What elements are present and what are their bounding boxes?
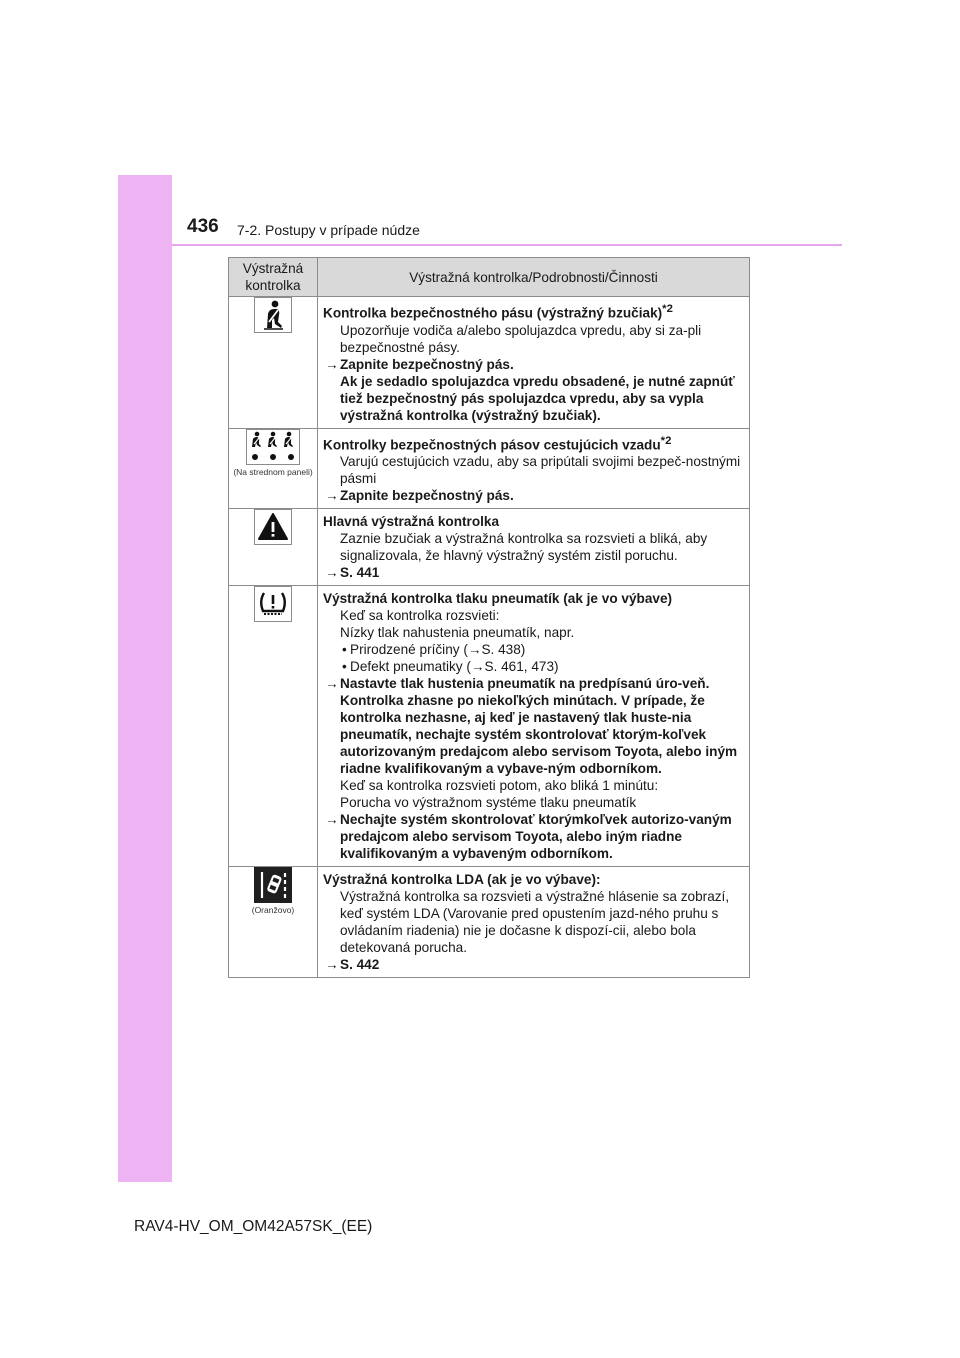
table-row xyxy=(229,428,750,509)
row-description: Výstražná kontrolka sa rozsvieti a výstražné hlásenie sa zobrazí, keď systém LDA (Varovanie pred opustením jazd-ného pruhu s ovládaním riadenia) nie je dočasne k dispozí-cii, alebo bola detekovaná porucha. xyxy=(340,889,730,956)
row-action: Zapnite bezpečnostný pás. xyxy=(340,488,514,504)
lit-label: Keď sa kontrolka rozsvieti: xyxy=(340,608,500,624)
blink-label: Keď sa kontrolka rozsvieti potom, ako bliká 1 minútu: xyxy=(340,778,659,794)
master-warning-icon xyxy=(254,509,292,545)
table-row xyxy=(229,297,750,429)
header-rule xyxy=(172,244,842,246)
table-row xyxy=(229,509,750,586)
tire-pressure-warning-icon xyxy=(254,586,292,622)
bullet-item: • Prirodzené príčiny (→S. 438) xyxy=(323,641,745,658)
document-code: RAV4-HV_OM_OM42A57SK_(EE) xyxy=(134,1218,373,1235)
row-description: Varujú cestujúcich vzadu, aby sa pripútali svojimi bezpeč-nostnými pásmi xyxy=(340,454,741,487)
blink-description: Porucha vo výstražnom systéme tlaku pneumatík xyxy=(340,795,637,811)
row-action: S. 441 xyxy=(340,565,380,581)
row-action: Nastavte tlak hustenia pneumatík na predpísanú úro-veň. xyxy=(340,676,710,692)
row-description: Upozorňuje vodiča a/alebo spolujazdca vpredu, aby si za-pli bezpečnostné pásy. xyxy=(340,322,702,355)
warning-lights-table xyxy=(228,257,750,978)
row-description: Zaznie bzučiak a výstražná kontrolka sa rozsvieti a bliká, aby signalizovala, že hlavný výstražný systém zistil poruchu. xyxy=(340,531,708,564)
icon-note: (Na strednom paneli) xyxy=(233,466,313,477)
row-title: Kontrolka bezpečnostného pásu (výstražný bzučiak) xyxy=(323,305,663,321)
icon-cell xyxy=(229,586,318,867)
table-row xyxy=(229,867,750,978)
row-action: Nechajte systém skontrolovať ktorýmkoľvek autorizo-vaným predajcom alebo servisom Toyota, alebo iným riadne kvalifikovaným a vybaveným odborníkom. xyxy=(340,812,732,862)
footnote-mark: *2 xyxy=(660,434,672,447)
row-action-detail: Ak je sedadlo spolujazdca vpredu obsadené, je nutné zapnúť tiež bezpečnostný pás spolujazdca vpredu, aby sa vypla výstražná kontrolka (výstražný bzučiak). xyxy=(340,373,735,423)
arrow-icon: → xyxy=(325,356,339,372)
row-action-detail: Kontrolka zhasne po niekoľkých minútach. V prípade, že kontrolka nezhasne, aj keď je nastavený tlak huste-nia pneumatík, nechajte systém skontrolovať ktorým-koľvek autorizovaným predajcom alebo servisom Toyota, alebo iným riadne kvalifikovaným a vybave-ným odborníkom. xyxy=(340,693,738,777)
description-cell xyxy=(318,428,750,509)
description-cell xyxy=(318,867,750,978)
row-title: Výstražná kontrolka tlaku pneumatík (ak je vo výbave) xyxy=(323,591,673,607)
description-cell xyxy=(318,509,750,586)
row-title: Kontrolky bezpečnostných pásov cestujúcich vzadu xyxy=(323,437,661,453)
row-action: Zapnite bezpečnostný pás. xyxy=(340,356,514,372)
row-title: Výstražná kontrolka LDA (ak je vo výbave): xyxy=(323,872,601,888)
chapter-title: 7-2. Postupy v prípade núdze xyxy=(237,222,420,238)
icon-cell xyxy=(229,428,318,509)
table-header-row xyxy=(229,258,750,297)
rear-seatbelt-reminder-icon xyxy=(246,429,300,465)
col-header-details: Výstražná kontrolka/Podrobnosti/Činnosti xyxy=(318,258,750,297)
arrow-icon: → xyxy=(325,812,339,828)
arrow-icon: → xyxy=(325,676,339,692)
side-tab-band xyxy=(118,175,172,1182)
col-header-light: Výstražná kontrolka xyxy=(229,258,318,297)
icon-cell xyxy=(229,867,318,978)
icon-note: (Oranžovo) xyxy=(251,905,295,916)
arrow-icon: → xyxy=(325,488,339,504)
arrow-icon: → xyxy=(325,565,339,581)
footnote-mark: *2 xyxy=(662,303,673,315)
bullet-item: • Defekt pneumatiky (→S. 461, 473) xyxy=(323,658,745,675)
table-row xyxy=(229,586,750,867)
page-number: 436 xyxy=(187,216,219,237)
lda-warning-icon xyxy=(254,867,292,903)
description-cell xyxy=(318,586,750,867)
description-cell xyxy=(318,297,750,429)
lit-description: Nízky tlak nahustenia pneumatík, napr. xyxy=(340,625,575,641)
row-title: Hlavná výstražná kontrolka xyxy=(323,514,500,530)
icon-cell xyxy=(229,297,318,429)
seatbelt-warning-icon xyxy=(254,297,292,333)
arrow-icon: → xyxy=(325,957,339,973)
row-action: S. 442 xyxy=(340,957,380,973)
icon-cell xyxy=(229,509,318,586)
